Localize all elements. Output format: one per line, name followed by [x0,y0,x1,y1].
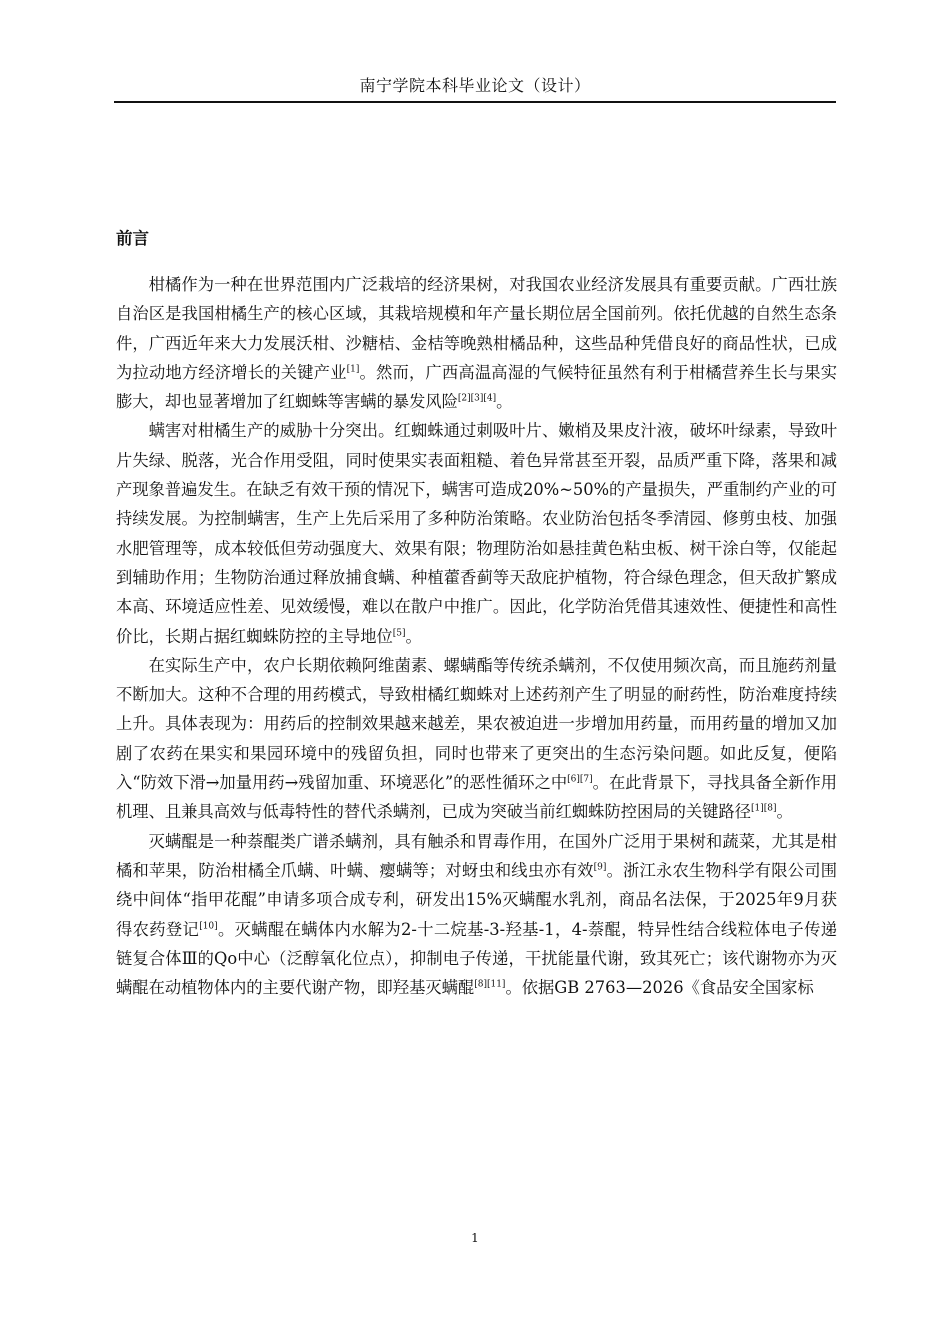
text-run: 。 [776,802,793,822]
citation-ref: [9] [593,862,607,873]
citation-ref: [10] [199,921,218,932]
section-title: 前言 [116,229,149,248]
paragraph-2 [116,416,837,650]
text-run: 。灭螨醌在螨体内水解为2-十二烷基-3-羟基-1，4-萘醌，特异性结合线粒体电子传递链复合体Ⅲ的Qo中心（泛醇氧化位点），抑制电子传递，干扰能量代谢，致其死亡；该代谢物亦为灭螨醌在动植物体内的主要代谢产物，即羟基灭螨醌 [116,919,837,998]
text-run: 。 [496,392,513,412]
page-number: 1 [471,1231,479,1245]
page-header: 南宁学院本科毕业论文（设计） [359,76,591,95]
citation-ref: [6][7] [567,774,593,785]
text-run: 灭螨醌是一种萘醌类广谱杀螨剂，具有触杀和胃毒作用，在国外广泛用于果树和蔬菜，尤其是柑橘和苹果，防治柑橘全爪螨、叶螨、瘿螨等；对蚜虫和线虫亦有效 [116,831,837,880]
citation-ref: [1][8] [750,803,777,814]
paragraph-1 [116,270,837,416]
body-text [116,270,837,1002]
paragraph-4 [116,827,837,1003]
citation-ref: [5] [392,628,406,639]
text-run: 。浙江永农生物科学有限公司围绕中间体“指甲花醌”申请多项合成专利，研发出15%灭螨醌水乳剂，商品名法保，于2025年9月获得农药登记 [116,860,837,939]
text-run: 。 [405,626,422,646]
header-divider [114,101,836,103]
text-run: 。在此背景下，寻找具备全新作用机理、且兼具高效与低毒特性的替代杀螨剂，已成为突破当前红蜘蛛防控困局的关键路径 [116,773,837,822]
citation-ref: [2][3][4] [457,393,497,404]
text-run: 螨害对柑橘生产的威胁十分突出。红蜘蛛通过刺吸叶片、嫩梢及果皮汁液，破坏叶绿素，导致叶片失绿、脱落，光合作用受阻，同时使果实表面粗糙、着色异常甚至开裂，品质严重下降，落果和减产现象普遍发生。在缺乏有效干预的情况下，螨害可造成20%~50%的产量损失，严重制约产业的可持续发展。为控制螨害，生产上先后采用了多种防治策略。农业防治包括冬季清园、修剪虫枝、加强水肥管理等，成本较低但劳动强度大、效果有限；物理防治如悬挂黄色粘虫板、树干涂白等，仅能起到辅助作用；生物防治通过释放捕食螨、种植藿香蓟等天敌庇护植物，符合绿色理念，但天敌扩繁成本高、环境适应性差、见效缓慢，难以在散户中推广。因此，化学防治凭借其速效性、便捷性和高性价比，长期占据红蜘蛛防控的主导地位 [116,421,837,646]
text-run: 。然而，广西高温高湿的气候特征虽然有利于柑橘营养生长与果实膨大，却也显著增加了红蜘蛛等害螨的暴发风险 [116,362,837,412]
text-run: 柑橘作为一种在世界范围内广泛栽培的经济果树，对我国农业经济发展具有重要贡献。广西壮族自治区是我国柑橘生产的核心区域，其栽培规模和年产量长期位居全国前列。依托优越的自然生态条件，广西近年来大力发展沃柑、沙糖桔、金桔等晚熟柑橘品种，这些品种凭借良好的商品性状，已成为拉动地方经济增长的关键产业 [116,275,837,382]
text-run: 在实际生产中，农户长期依赖阿维菌素、螺螨酯等传统杀螨剂，不仅使用频次高，而且施药剂量不断加大。这种不合理的用药模式，导致柑橘红蜘蛛对上述药剂产生了明显的耐药性，防治难度持续上升。具体表现为：用药后的控制效果越来越差，果农被迫进一步增加用药量，而用药量的增加又加剧了农药在果实和果园环境中的残留负担，同时也带来了更突出的生态污染问题。如此反复，便陷入“防效下滑→加量用药→残留加重、环境恶化”的恶性循环之中 [116,655,837,793]
citation-ref: [1] [346,364,360,375]
citation-ref: [8][11] [474,979,506,990]
paragraph-3 [116,651,837,827]
text-run: 。依据GB 2763—2026《食品安全国家标 [505,978,814,998]
